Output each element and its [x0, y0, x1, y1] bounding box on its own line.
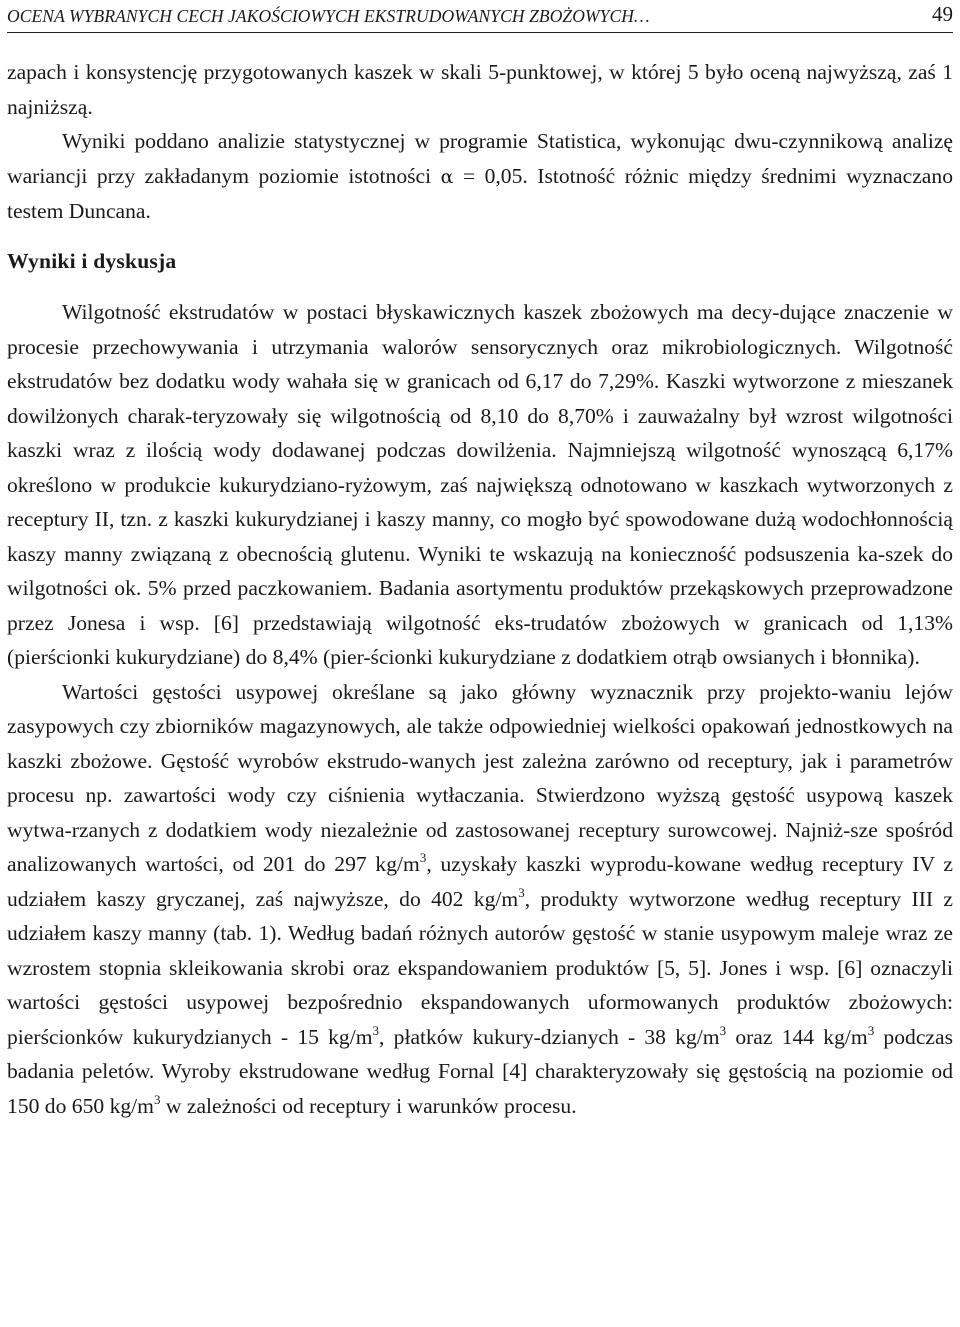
section-heading: Wyniki i dyskusja: [7, 248, 177, 273]
exponent-1: 3: [419, 850, 427, 865]
running-title: OCENA WYBRANYCH CECH JAKOŚCIOWYCH EKSTRUDOWANYCH ZBOŻOWYCH…: [7, 6, 650, 26]
results-p2-part-e: oraz 144 kg/m: [726, 1024, 868, 1049]
intro-paragraph-2: [7, 124, 953, 229]
results-section: [7, 295, 953, 1123]
exponent-6: 3: [153, 1091, 161, 1107]
intro-text-before-alpha: Wyniki poddano analizie statystycznej w programie Statistica, wykonując dwu-czynnikową analizę wariancji przy zakładanym poziomie istotności: [7, 129, 953, 188]
exponent-2: 3: [518, 884, 525, 900]
article-body: [7, 55, 953, 1123]
results-paragraph-1: Wilgotność ekstrudatów w postaci błyskawicznych kaszek zbożowych ma decy-dujące znaczenie w procesie przechowywania i utrzymania walorów sensorycznych oraz mikrobiologicznych. Wilgotność ekstrudatów bez dodatku wody wahała się w granicach od 6,17 do 7,29%. Kaszki wytworzone z mieszanek dowilżonych charak-teryzowały się wilgotnością od 8,10 do 8,70% i zauważalny był wzrost wilgotności kaszki wraz z ilością wody dodawanej podczas dowilżenia. Najmniejszą wilgotność wynoszącą 6,17% określono w produkcie kukurydziano-ryżowym, zaś największą odnotowano w kaszkach wytworzonych z receptury II, tzn. z kaszki kukurydzianej i kaszy manny, co mogło być spowodowane dużą wodochłonnością kaszy manny związaną z obecnością glutenu. Wyniki te wskazują na konieczność podsuszenia ka-szek do wilgotności ok. 5% przed paczkowaniem. Badania asortymentu produktów przekąskowych przeprowadzone przez Jonesa i wsp. [6] przedstawiają wilgotność eks-trudatów zbożowych w granicach od 1,13% (pierścionki kukurydziane) do 8,4% (pier-ścionki kukurydziane z dodatkiem otrąb owsianych i błonnika).: [7, 300, 953, 669]
exponent-3: 3: [372, 1022, 380, 1038]
alpha-symbol: α: [440, 165, 454, 188]
results-p2-part-f: podczas badania peletów. Wyroby ekstrudowane według Fornal [4] charakteryzowały się gęstością na poziomie od 150 do 650 kg/m: [7, 1024, 953, 1118]
page: [7, 0, 953, 1123]
intro-text-after-alpha: = 0,05. Istotność różnic między średnimi wyznaczano testem Duncana.: [7, 163, 953, 223]
results-p2-part-g: w zależności od receptury i warunków procesu.: [160, 1093, 577, 1118]
results-paragraph-2: [7, 675, 953, 1124]
exponent-4: 3: [719, 1022, 727, 1038]
exponent-5: 3: [867, 1022, 875, 1038]
intro-paragraph-1: zapach i konsystencję przygotowanych kaszek w skali 5-punktowej, w której 5 było oceną najwyższą, zaś 1 najniższą.: [7, 60, 953, 119]
page-header: [7, 0, 953, 33]
results-p2-part-d: , płatków kukury-dzianych - 38 kg/m: [379, 1024, 720, 1049]
results-p2-part-a: Wartości gęstości usypowej określane są jako główny wyznacznik przy projekto-waniu lejów zasypowych czy zbiorników magazynowych, ale także odpowiedniej wielkości opakowań jednostkowych na kaszki zbożowe. Gęstość wyrobów ekstrudo-wanych jest zależna zarówno od receptury, jak i parametrów procesu np. zawartości wody czy ciśnienia wytłaczania. Stwierdzono wyższą gęstość usypową kaszek wytwa-rzanych z dodatkiem wody niezależnie od zastosowanej receptury surowcowej. Najniż-sze spośród analizowanych wartości, od 201 do 297 kg/m: [7, 679, 953, 876]
results-p2-part-b: , uzyskały kaszki wyprodu-kowane według receptury IV z udziałem kaszy gryczanej, zaś najwyższe, do 402 kg/m: [7, 852, 953, 911]
page-number: 49: [932, 2, 953, 26]
results-p2-part-c: , produkty wytworzone według receptury III z udziałem kaszy manny (tab. 1). Według badań różnych autorów gęstość w stanie usypowym maleje wraz ze wzrostem stopnia skleikowania skrobi oraz ekspandowaniem produktów [5, 5]. Jones i wsp. [6] oznaczyli wartości gęstości usypowej bezpośrednio ekspandowanych uformowanych produktów zbożowych: pierścionków kukurydzianych - 15 kg/m: [7, 886, 954, 1049]
